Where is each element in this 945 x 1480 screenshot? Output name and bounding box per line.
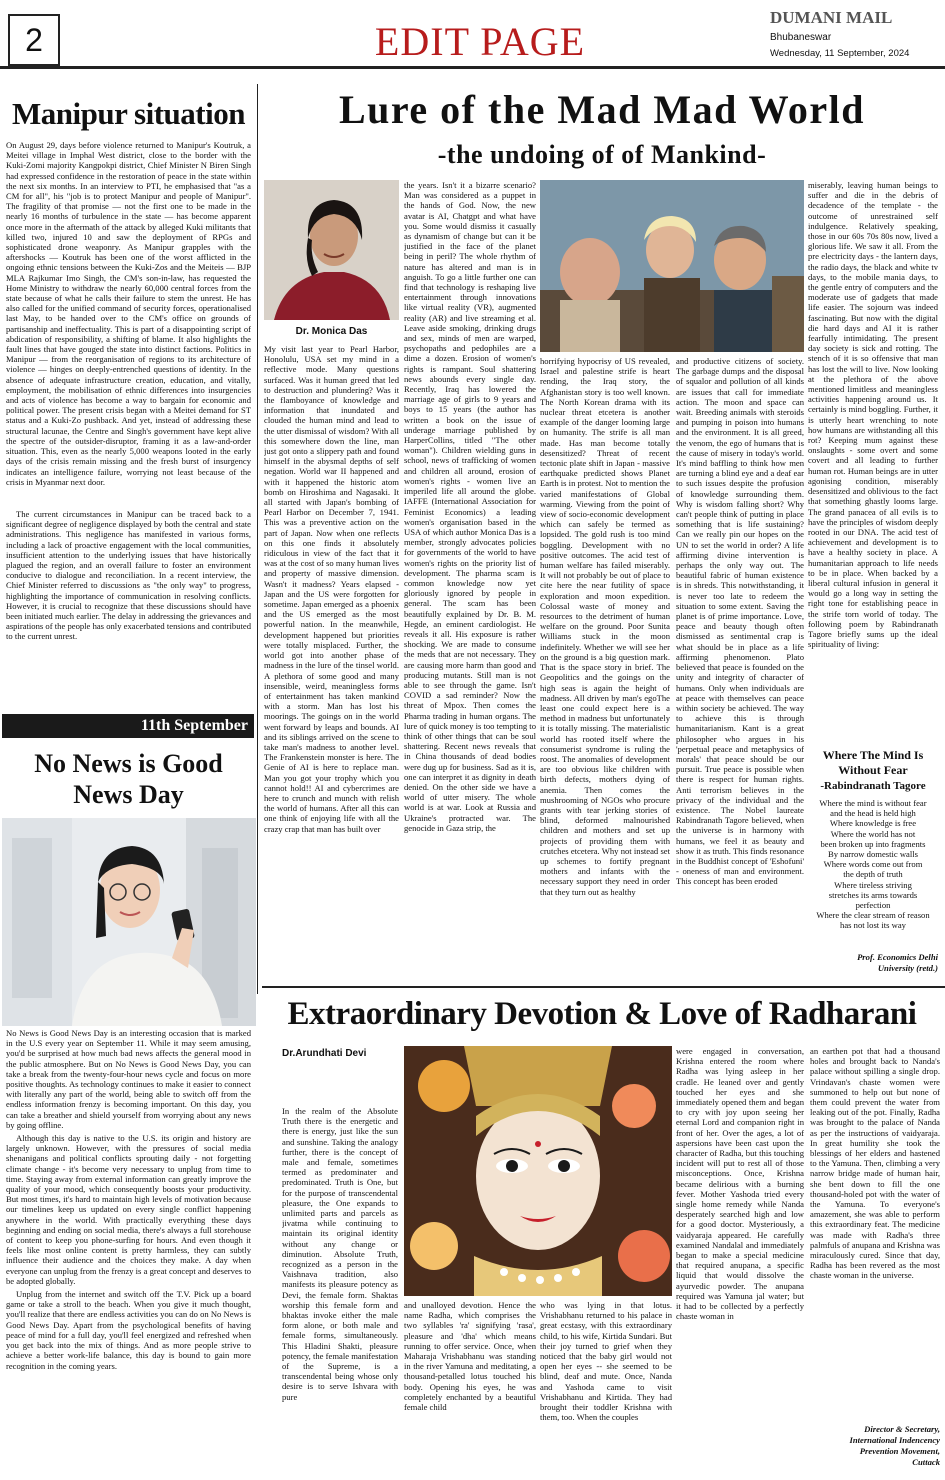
radha-col1-text: In the realm of the Absolute Truth there is the energetic and there is energy, just like the sun and sunshine. Taking the analogy further, there is the concept of male and female, sometimes termed as predominater and predominated. Truth is One, but for the purpose of transcendental pleasure, the One expands to unlimited parts and parcels as jivatma while continuing to maintain its original identity without any change or diminution. Absolute Truth, recognized as a person in the Vaishnava tradition, also manifests its pleasure potency as Devi, the female form. Shaktas worship this female form and bhaktas invoke either the male form alone, or both male and female forms, simultaneously. This Hladini Shakti, pleasure potency, the female manifestation of the Supreme, is a transcendental being whose only desire is to serve Ishvara with pure <box>282 1106 398 1402</box>
radha-col3b-text: were engaged in conversation, Krishna entered the room where Radha was lying asleep in her cradle. He leaned over and gently touched her eyes and she immediately opened them and began to cry with joy upon seeing her eternal Lord and companion right in front of her. Over the ages, a lot of aspersions have been cast upon the character of Radha, but this touching incident will put to rest all of those misconceptions. Once, Krishna became delirious with a burning fever. Mother Yashoda tried every single home remedy while Nanda desperately searched high and low for a good doctor. Mysteriously, a vaidyaraja appeared. He carefully examined Nandalal and immediately began to make a special medicine that required anupana, a specific liquid that would dissolve the ayurvedic powder. The anupana required was Yamuna jal water; but it had to be collected by a perfectly chaste woman in <box>676 1046 804 1322</box>
lure-subhead: -the undoing of of Mankind- <box>437 140 767 169</box>
radha-col3a <box>540 1300 672 1478</box>
lure-col4-text: and productive citizens of society. The garbage dumps and the disposal of squalor and pollution of all kinds are issues that call for immediate action. The moon and space can wait. Breeding animals with steroids and pumping in poison into humans and the environment. It is all greed, the venom, the ego of humans that is the cause of misery in today's world. It's mind baffling to think how men are turning a blind eye and a deaf ear to such issues despite the profusion of knowledge surrounding them. Why is wisdom falling short? Why can't people think of putting in place something that is life sustaining? Can we really pin our hopes on the UN to set the world in order? A life affirming divine intervention is perhaps the only way out. The beautiful fabric of human existence is in shreds. This notwithstanding, it is never too late to redeem the situation to some extent. Saving the planet is of prime importance. Love, peace and beauty though often dismissed as sentimental crap is what should be in place as a life affirming phenomenon. Plato believed that peace is founded on the unity and integrity of character of humans. Only when individuals are at peace with themselves can peace within society be achieved. The way to achieve this is through humanitarianism. Kant is a great philosopher who argues in his 'perpetual peace and metaphysics of morals' that peace should be our pursuit. True peace is possible when there is respect for human rights. Anti terrorism believes in the privacy of the individual and the existence. The Nobel laureate Rabindranath Tagore believed, when the universe is in harmony with humans, we feel it as beauty and show it as truth. This finds resonance in the Buddhist concept of 'Eshofuni' - oneness of man and environment. This concept has been eroded <box>676 356 804 887</box>
lure-col3-text: horrifying hypocrisy of US revealed, Israel and palestine strife is heart rending, the Iraq story, the Afghanistan story is too well known. The North Korean drama with its nuclear threat etcetera is another example of the danger looming large on humanity. The strife is all man made. Has man become totally desensitized? Threat of recent tectonic plate shift in Japan - massive earthquake predicted shows Planet Earth is in protest. Not to mention the varied manifestations of Global warming. Viewing from the point of view of socio-economic development which can safely be termed as lopsided. The gold rush is too mind boggling. Development with no positive outcomes. The acid test of human welfare has failed miserably. It will not probably be out of place to cite here the near futility of space exploration and moon expedition. Colossal waste of money and resources to the detriment of human welfare on the ground. Poor Sunita Williams stuck in the moon indefinitely. Whether we will see her on the ground is a big question mark. That is the space story in brief. The Geopolitics and the goings on the high seas is again the height of madness. All driven by man's egoThe least one could expect here is a method in madness but unfortunately it is totally missing. The materialistic world has rooted itself where the consumerist syndrome is ruling the roost. The anomalies of development are too obvious like children with birth defects, mothers dying of anemia. Then comes the mushrooming of NGOs who procure grants with tear jerking stories of blind, deformed malnourished children and mothers and set up projects of providing them with crutches etcetera. Why not instead set up schemes to fortify pregnant mothers and infants with the necessary support they need in order that they turn out as healthy <box>540 356 670 897</box>
poem-line: been broken up into fragments <box>820 838 926 849</box>
page-number: 2 <box>8 14 60 66</box>
radha-col2-text: and unalloyed devotion. Hence the name Radha, which comprises the two syllables 'ra' signifying 'rasa', pleasure and 'dha' which means running to offer service. Once, when Maharaja Vrishabhanu was standing in the river Yamuna and meditating, a thousand-petalled lotus touched his body. Opening his eyes, he was completely enchanted by a beautiful female child <box>404 1300 536 1413</box>
lure-col2 <box>404 180 536 970</box>
lure-col4 <box>676 356 804 970</box>
poem-line: the depth of truth <box>843 869 903 880</box>
lure-byline: Dr. Monica Das <box>295 326 368 337</box>
poem-line: Where tireless striving <box>834 879 912 890</box>
radha-credit-line: Director & Secretary, <box>864 1424 940 1434</box>
lure-credit-line: Prof. Economics Delhi <box>857 952 938 962</box>
radha-credit-line: Cuttack <box>912 1457 940 1467</box>
nonews-paragraph: No News is Good News Day is an interesting occasion that is marked in the U.S every year on September 11. While it may seem amusing, you'd be surprised at how much bad news affects the general mood in the public atmosphere. But on No News is Good News Day, you can take a break from the twenty-four-hour news cycle and focus on more positive thoughts. As technology continues to make it easier to connect with literally any part of the world, being able to switch off from the endless information frenzy is becoming important. On this day, you can take a breather and shield yourself from worrying about any news by going offline. <box>6 1028 251 1130</box>
lure-col1 <box>264 344 399 970</box>
radha-col3b <box>676 1046 804 1478</box>
lure-credit-line: University (retd.) <box>877 963 938 973</box>
city: Bhubaneswar <box>770 32 832 43</box>
radha-credit-line: Prevention Movement, <box>859 1446 940 1456</box>
poem-title: Where The Mind Is Without Fear <box>822 748 924 777</box>
left-column-divider <box>257 84 258 994</box>
portrait-photo <box>264 180 399 320</box>
poem-line: Where the clear stream of reason <box>816 910 930 921</box>
manipur-paragraph: On August 29, days before violence returned to Manipur's Koutruk, a Meitei village in Imphal West district, close to the border with the Kuki-Zomi majority Kangpokpi district, Chief Minister N Biren Singh had expressed confidence in the restoration of peace in the state within the next six months. In an interview to PTI, he emphasised that "as a CM for all", his "job is to protect Manipur and people of Manipur". The fragility of that promise — not the first one to be made in the nearly 16 months of turbulence in the state — has become apparent once more in the aftermath of the attack by alleged Kuki militants that killed two, injured 10 and saw the deployment of RPGs and sophisticated drone weaponry. As Manipur grapples with the aftershocks — Koutruk has been one of the worst afflicted in the ongoing ethnic tensions between the Kuki-Zos and the Meiteis — BJP MLA Rajkumar Imo Singh, the CM's son-in-law, has requested the Home Ministry to withdraw the nearly 60,000 central forces from the state because of what he calls their failure to stem the unrest. He has also called for the unified command of security forces, operationalised last May, to be handed over to the CM's office on grounds of partisanship and ineffectuality. This is part of a disappointing script of abdication of responsibility, a shifting of blame. It also highlights the fault lines that have gouged the state into distinct factions. Politics in Manipur — from the reorganisation of regions to its architecture of violence — hinges on deeply-entrenched questions of identity. In the absence of adequate infrastructure creation, education, and vitally, employment, the mobilisation of ethnic differences into insurgencies and acts of violence has become a way to bargain for economic and political power. The present crisis began with a Meitei demand for ST status and a Kuki-Zo pushback. And yet, instead of addressing these structural lacunae, the Centre and Singh's government have kept alive the spectre of the outsider-disruptor, framing it as a law-and-order situation. This, even as the nearly 5,000 weapons looted in the early days of the crisis remain missing and the fresh burst of insurgency indicates an intelligence failure, worrying not least because of the crisis in Myanmar next door. <box>6 140 251 487</box>
poem-line: stretches its arms towards <box>828 889 918 900</box>
poem-line: Where knowledge is free <box>829 818 917 829</box>
lure-headline: Lure of the Mad Mad World <box>338 87 866 132</box>
woman-phone-photo <box>2 818 256 1026</box>
lure-credit <box>808 952 938 974</box>
radha-credit <box>810 1424 940 1468</box>
issue-date: Wednesday, 11 September, 2024 <box>770 48 910 59</box>
paper-name: DUMANI MAIL <box>770 8 893 27</box>
radha-col1 <box>282 1106 398 1478</box>
poem-author: -Rabindranath Tagore <box>820 780 926 792</box>
poem-line: has not lost its way <box>840 920 906 931</box>
radha-col3a-text: who was lying in that lotus. Vrishabhanu returned to his palace in great ecstasy, with this extraordinary child, to his wife, Kirtida Sundari. But their joy turned to grief when they noticed that the baby girl would not open her eyes -- she seemed to be blind, deaf and mute. Once, Nanda and Yashoda came to visit Vrishabhanu and Kirtida. They had brought their toddler Krishna with them, too. When the couples <box>540 1300 672 1423</box>
nonews-paragraph: Although this day is native to the U.S. its origin and history are largely unknown. However, with the pressures of social media shenanigans and political conflicts sprouting daily - not forgetting climate change - it's become very necessary to unplug from time to time. Staying away from external information can greatly improve the quality of your mood, which consequently boosts your productivity. But most times, it's hard to maintain high levels of motivation because our timelines keep us updated on every single conflict happening anywhere in the world. With practically everything these days beginning and ending on social media, there's always a full storehouse of content to keep you phone-surfing for hours. And even though it feels like most online content is pretty harmless, they can subtly influence their audience and the choices they make. A day when everyone can unplug from the frenzy is a great concept and deserves to be adopted globally. <box>6 1133 251 1286</box>
radha-byline: Dr.Arundhati Devi <box>282 1048 367 1059</box>
masthead-rule <box>0 66 945 69</box>
poem-line: Where the mind is without fear <box>819 798 927 808</box>
radha-col4-text: an earthen pot that had a thousand holes and brought back to Nanda's palace without spilling a single drop. Vrindavan's chaste women were summoned to help out but none of them could prevent the water from leaking out of the pot. Finally, Radha was brought to the palace of Nanda as per the instructions of vaidyaraja. In great humility she took the blessings of her elders and hastened to the Yamuna. Then, climbing a very narrow bridge made of human hair, she bent down to fill the one thousand-holed pot with the water of the Yamuna. To everyone's amazement, she was able to perform this extraordinary feat. The medicine was made with Radha's three palmfuls of anupana and Krishna was miraculously cured. Since that day, Radha has been revered as the most chaste woman in the universe. <box>810 1046 940 1281</box>
poem-line: Where words come out from <box>823 859 923 870</box>
poem-line: perfection <box>855 900 891 911</box>
lure-col5-text: miserably, leaving human beings to suffer and die in the debris of decadence of the template - the outcome of unrestrained self indulgence. Relatively speaking, those in our 60s 70s 80s now, lived a glorious life. We saw it all. From the pre electricity days - the lantern days, the radio days, the black and white tv days, to the mobile mania days, to the gentle entry of computers and the moderate use of gadgets that made life easier. The sojourn was indeed fascinating. But now with the digital die hard days and AI it is rather fearfully intimidating. The present day society is sick and rotting. The stench of it is so offensive that man has lost the will to live. Now looking at the plethora of the above mentioned limitless and meaningless activities happening around us. It certainly is mind boggling. Further, it is utterly heart wrenching to note how humans are withstanding all this rot? Keeping mum against these onslaughts - some overt and some covert and all leading to further human rot. Human beings are in utter agonising condition, miserably desensitized and oblivious to the fact that something ghastly looms large. The grand panacea of all evils is to have the principles of wisdom deeply rooted in our DNA. The acid test of achievement and development is to have a healthy society in place. A humanitarian approach to life needs to be in place. When backed by a liberal cultural infusion in general it would go a long way in setting the right tone for establishing peace in the strife torn world of today. The following poem by Rabindranath Tagore briefly sums up the ideal spirituality of living: <box>808 180 938 650</box>
poem-line: Where the world has not <box>830 828 916 839</box>
section-title: EDIT PAGE <box>374 19 586 64</box>
radha-deity-photo <box>404 1046 672 1296</box>
manipur-headline: Manipur situation <box>12 96 245 131</box>
nonews-body <box>6 1028 251 1478</box>
date-bar-label: 11th September <box>140 717 248 734</box>
film-still-photo <box>540 180 804 352</box>
section-divider <box>262 986 945 988</box>
radha-col4 <box>810 1046 940 1392</box>
lure-col5 <box>808 180 938 740</box>
poem-line: and the head is held high <box>830 808 916 819</box>
nonews-paragraph: Unplug from the internet and switch off the T.V. Pick up a board game or take a stroll to the beach. When you give it much thought, you'll realize that there are endless activities you can do on No News is Good News Day. Apart from the psychological benefits of having peace of mind for a full day, you'll feel energized and refreshed when you get back into the mix of things. And as more people strive to achieve a better work-life balance, this day is bound to gain more recognition in the coming years. <box>6 1289 251 1371</box>
radha-credit-line: International Indencency <box>849 1435 940 1445</box>
radha-col2 <box>404 1300 536 1478</box>
radha-headline: Extraordinary Devotion & Love of Radharani <box>287 996 917 1032</box>
poem-lines <box>808 798 938 931</box>
manipur-paragraph: The current circumstances in Manipur can be traced back to a significant degree of negligence displayed by both the central and state administrations. This negligence has manifested in various forms, including a lack of proactive engagement with the local communities, insufficient attention to the underlying issues that have historically plagued the region, and an overall failure to foster an environment conducive to dialogue and reconciliation. In a recent interview, the Chief Minister referred to discussions as "the only way" to progress, highlighting the importance of communication in resolving conflicts. However, it is crucial to recognize that these discussions should have been initiated much earlier. The delay in addressing the grievances and aspirations of the people has only exacerbated tensions and contributed to the current unrest. <box>6 508 251 642</box>
poem-line: By narrow domestic walls <box>828 849 918 860</box>
lure-col1-text: My visit last year to Pearl Harbor, Honolulu, USA set my mind in a reflective mode. Many questions surfaced. Was it human greed that led to destruction and plundering? Was it the flamboyance of knowledge and information that inundated and clouded the human mind and lead to the utter dismissal of wisdom? With all this somewhere down the line, man just got onto a slippery path and found himself in the abysmal depths of self negation. World war II happened and with it happened the historic atom bomb on Hiroshima and Nagasaki. It all started with Japan's bombing of Pearl Harbor on December 7, 1941. This was a preventive action on the part of Japan. Now when one reflects on this one finds it absolutely ridiculous in view of the fact that it was at the cost of so many human lives and property of massive dimension. Wasn't it madness? Years elapsed - Japan and the US were forgotten for sometime. Japan emerged as a phoenix and the US emerged as the most powerful nation. In the meanwhile, development happened but priorities were totally misplaced. Further, the world got into another phase of madness in the lure of the tinsel world. A plethora of some good and many insensible, weird, meaningless forms of entertainment has taken mankind with a storm. Man has lost his moorings. The goings on in the world went forward by leaps and bounds. AI and its siblings arrived on the scene to take man's madness to another level. The Frankenstein monster is here. The Genie of AI is here to replace man. Man you got your trophy which you cannot hold!! AI and cybercrimes are here to crunch and munch with relish the world of humans. After all this can one think of enjoying life with all the crazy crap that man has built over <box>264 344 399 834</box>
nonews-headline: No News is Good News Day <box>34 749 223 809</box>
manipur-body <box>6 140 251 685</box>
lure-col2-text: the years. Isn't it a bizarre scenario? Man was considered as a puppet in the hands of God. Now, the new avatar is AI, Chatgpt and what have you. Some would dismiss it casually as dynamism of change but can it be justified in the face of the planet being in peril? The whole rhythm of nature has altered and man is in anguish. To go a little further one can find that technology is reshaping live entertainment through innovations like virtual reality (VR), augmented reality (AR) and live streaming et al. Leave aside smoking, drinking drugs and sex, minds of men are warped, psychopaths and pedophiles are a dime a dozen. Erosion of women's rights is rampant. Soul shattering news abounds every single day. Recently, Iraq has lowered the marriage age of girls to 9 years and boys to 15 years (the author has written a book on the issue of underage marriage published by HarperCollins, titled "The other woman"). Children wielding guns in school, news of trafficking of women and children all around, erosion of women's rights - women live an imperiled life all around the globe. IAFFE (International Association for Feminist Economics) a leading women's organisation based in the USA of which author Monica Das is a member, strongly advocates policies for governments of the world to have women's rights on the priority list of development. The pharma scam is common knowledge now yet gloriously ignored by people in general. The scam has been beautifully explained by Dr. B. M. Hegde, an eminent cardiologist. He reveals it all. His exposure is rather shocking. We are made to consume the meds that are not necessary. They are causing more harm than good and producing mutants. Still man is not able to see through the game. Isn't COVID a sad reminder? Now the threat of Mpox. Then comes the Pharma trading in human organs. The lure of quick money is too tempting to think of other things that can be soul shattering. Recent news reveals that in China thousands of dead bodies were dug up for business. Sad as it is, one can interpret it as dignity in death denied. On the other side we have a world of utter misery. The whole world is at war. Look at Russia and Ukraine's protracted war. The genocide in Gaza strip, the <box>404 180 536 833</box>
lure-col3 <box>540 356 670 970</box>
